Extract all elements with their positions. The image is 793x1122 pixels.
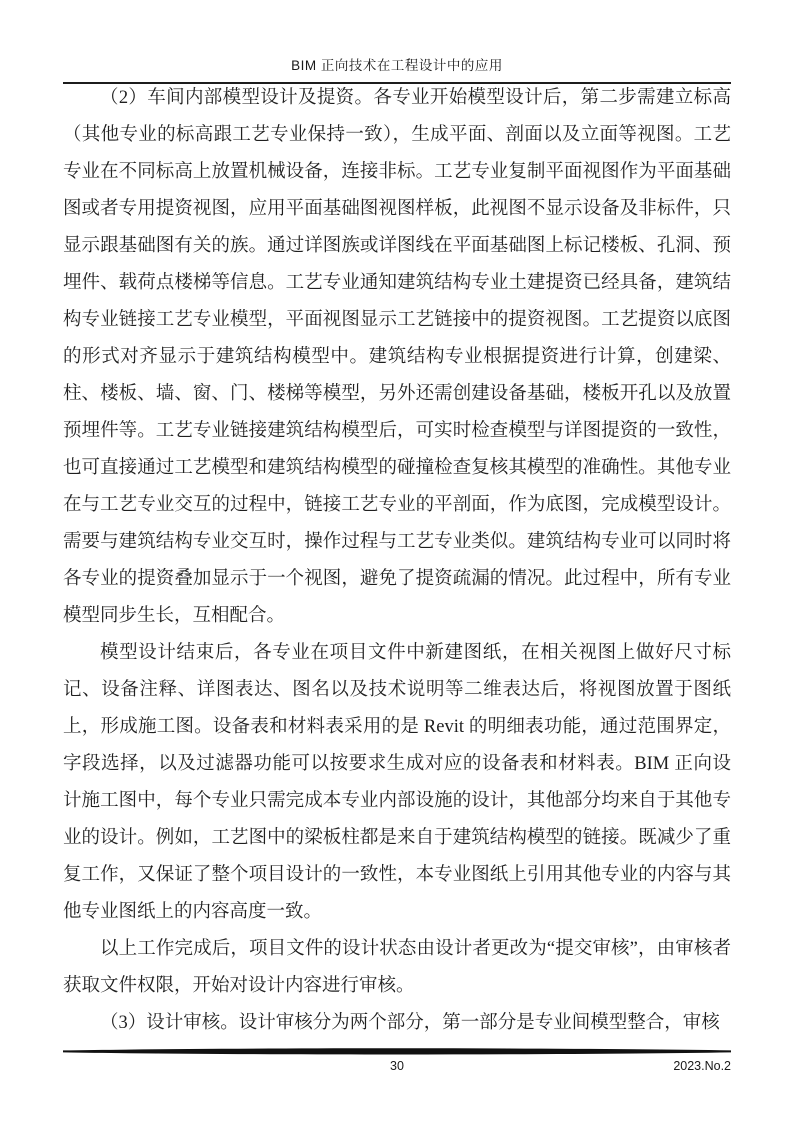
footer-rule	[63, 1047, 731, 1056]
document-body	[63, 80, 731, 1042]
page-number: 30	[390, 1059, 404, 1073]
journal-issue: 2023.No.2	[673, 1059, 731, 1073]
body-paragraph: 以上工作完成后，项目文件的设计状态由设计者更改为“提交审核”，由审核者获取文件权限，开始对设计内容进行审核。	[63, 939, 731, 996]
page-footer	[63, 1057, 731, 1075]
body-paragraph: （3）设计审核。设计审核分为两个部分，第一部分是专业间模型整合，审核	[100, 1013, 720, 1033]
body-paragraph: 模型设计结束后，各专业在项目文件中新建图纸，在相关视图上做好尺寸标记、设备注释、详图表达、图名以及技术说明等二维表达后，将视图放置于图纸上，形成施工图。设备表和材料表采用的是 Revit 的明细表功能，通过范围界定，字段选择，以及过滤器功能可以按要求生成对应的设备表和材料表。BIM 正向设计施工图中，每个专业只需完成本专业内部设施的设计，其他部分均来自于其他专业的设计。例如，工艺图中的梁板柱都是来自于建筑结构模型的链接。既减少了重复工作，又保证了整个项目设计的一致性，本专业图纸上引用其他专业的内容与其他专业图纸上的内容高度一致。	[63, 643, 731, 922]
body-paragraph: （2）车间内部模型设计及提资。各专业开始模型设计后，第二步需建立标高（其他专业的标高跟工艺专业保持一致），生成平面、剖面以及立面等视图。工艺专业在不同标高上放置机械设备，连接非标。工艺专业复制平面视图作为平面基础图或者专用提资视图，应用平面基础图视图样板，此视图不显示设备及非标件，只显示跟基础图有关的族。通过详图族或详图线在平面基础图上标记楼板、孔洞、预埋件、载荷点楼梯等信息。工艺专业通知建筑结构专业土建提资已经具备，建筑结构专业链接工艺专业模型，平面视图显示工艺链接中的提资视图。工艺提资以底图的形式对齐显示于建筑结构模型中。建筑结构专业根据提资进行计算，创建梁、柱、楼板、墙、窗、门、楼梯等模型，另外还需创建设备基础，楼板开孔以及放置预埋件等。工艺专业链接建筑结构模型后，可实时检查模型与详图提资的一致性，也可直接通过工艺模型和建筑结构模型的碰撞检查复核其模型的准确性。其他专业在与工艺专业交互的过程中，链接工艺专业的平剖面，作为底图，完成模型设计。需要与建筑结构专业交互时，操作过程与工艺专业类似。建筑结构专业可以同时将各专业的提资叠加显示于一个视图，避免了提资疏漏的情况。此过程中，所有专业模型同步生长，互相配合。	[63, 88, 731, 626]
running-head-title: BIM 正向技术在工程设计中的应用	[291, 58, 503, 73]
